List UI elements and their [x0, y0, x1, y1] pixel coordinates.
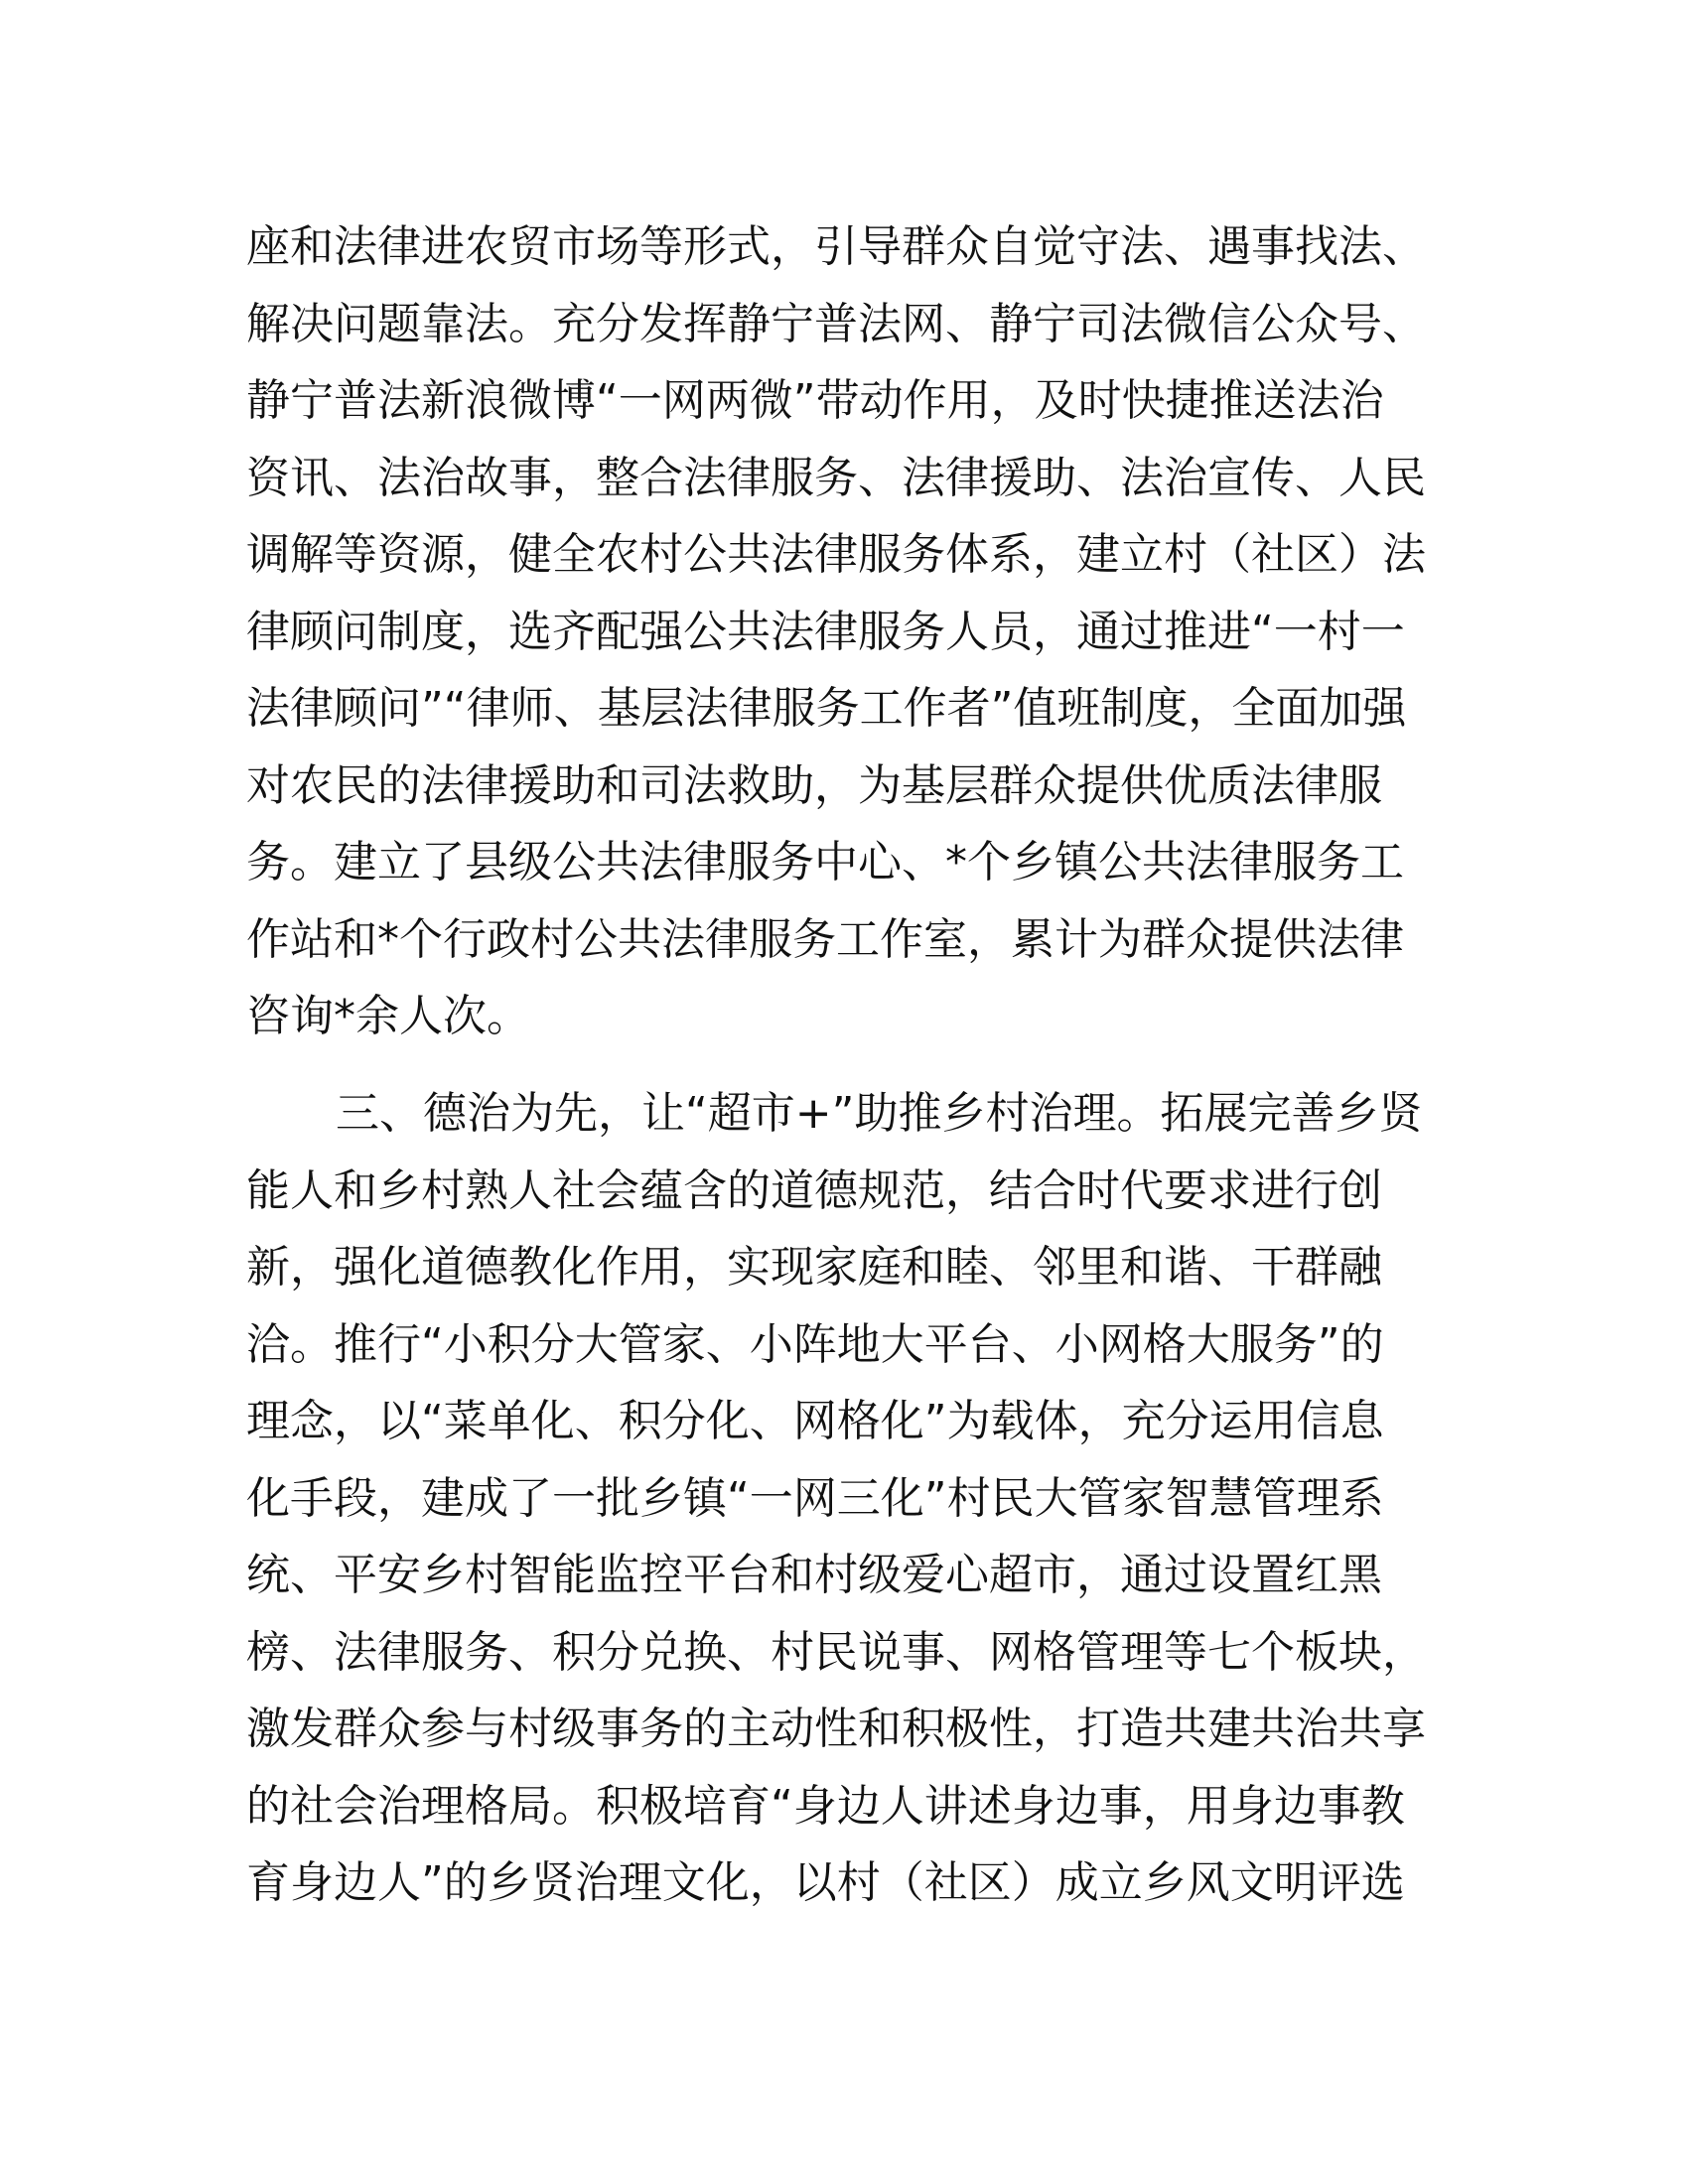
text-line: 解决问题靠法。充分发挥静宁普法网、静宁司法微信公众号、 — [246, 298, 1426, 349]
text-line: 激发群众参与村级事务的主动性和积极性，打造共建共治共享 — [246, 1704, 1426, 1754]
text-line: 能人和乡村熟人社会蕴含的道德规范，结合时代要求进行创 — [246, 1164, 1382, 1216]
text-line: 新，强化道德教化作用，实现家庭和睦、邻里和谐、干群融 — [246, 1242, 1382, 1293]
text-line: 对农民的法律援助和司法救助，为基层群众提供优质法律服 — [246, 759, 1382, 811]
text-line: 咨询*余人次。 — [246, 991, 530, 1041]
text-line: 理念，以“菜单化、积分化、网格化”为载体，充分运用信息 — [246, 1396, 1384, 1446]
text-line: 资讯、法治故事，整合法律服务、法律援助、法治宣传、人民 — [246, 452, 1426, 503]
text-line: 律顾问制度，选齐配强公共法律服务人员，通过推进“一村一 — [246, 606, 1405, 657]
text-line: 法律顾问”“律师、基层法律服务工作者”值班制度，全面加强 — [246, 683, 1407, 734]
text-line: 统、平安乡村智能监控平台和村级爱心超市，通过设置红黑 — [246, 1550, 1382, 1600]
section-heading-line: 三、德治为先，让“超市+”助推乡村治理。拓展完善乡贤 — [336, 1088, 1423, 1139]
paragraph-legal-services — [246, 208, 1458, 1055]
paragraph-moral-governance — [246, 1075, 1458, 1922]
text-line: 静宁普法新浪微博“一网两微”带动作用，及时快捷推送法治 — [246, 375, 1384, 426]
text-line: 作站和*个行政村公共法律服务工作室，累计为群众提供法律 — [246, 913, 1404, 965]
text-line: 务。建立了县级公共法律服务中心、*个乡镇公共法律服务工 — [246, 837, 1404, 887]
text-line: 的社会治理格局。积极培育“身边人讲述身边事，用身边事教 — [246, 1780, 1405, 1832]
text-line: 调解等资源，健全农村公共法律服务体系，建立村（社区）法 — [246, 529, 1426, 580]
text-line: 化手段，建成了一批乡镇“一网三化”村民大管家智慧管理系 — [246, 1472, 1384, 1524]
text-line: 育身边人”的乡贤治理文化，以村（社区）成立乡风文明评选 — [246, 1857, 1405, 1908]
text-line: 洽。推行“小积分大管家、小阵地大平台、小网格大服务”的 — [246, 1318, 1384, 1370]
text-line: 座和法律进农贸市场等形式，引导群众自觉守法、遇事找法、 — [246, 221, 1426, 272]
text-line: 榜、法律服务、积分兑换、村民说事、网格管理等七个板块， — [246, 1626, 1426, 1678]
